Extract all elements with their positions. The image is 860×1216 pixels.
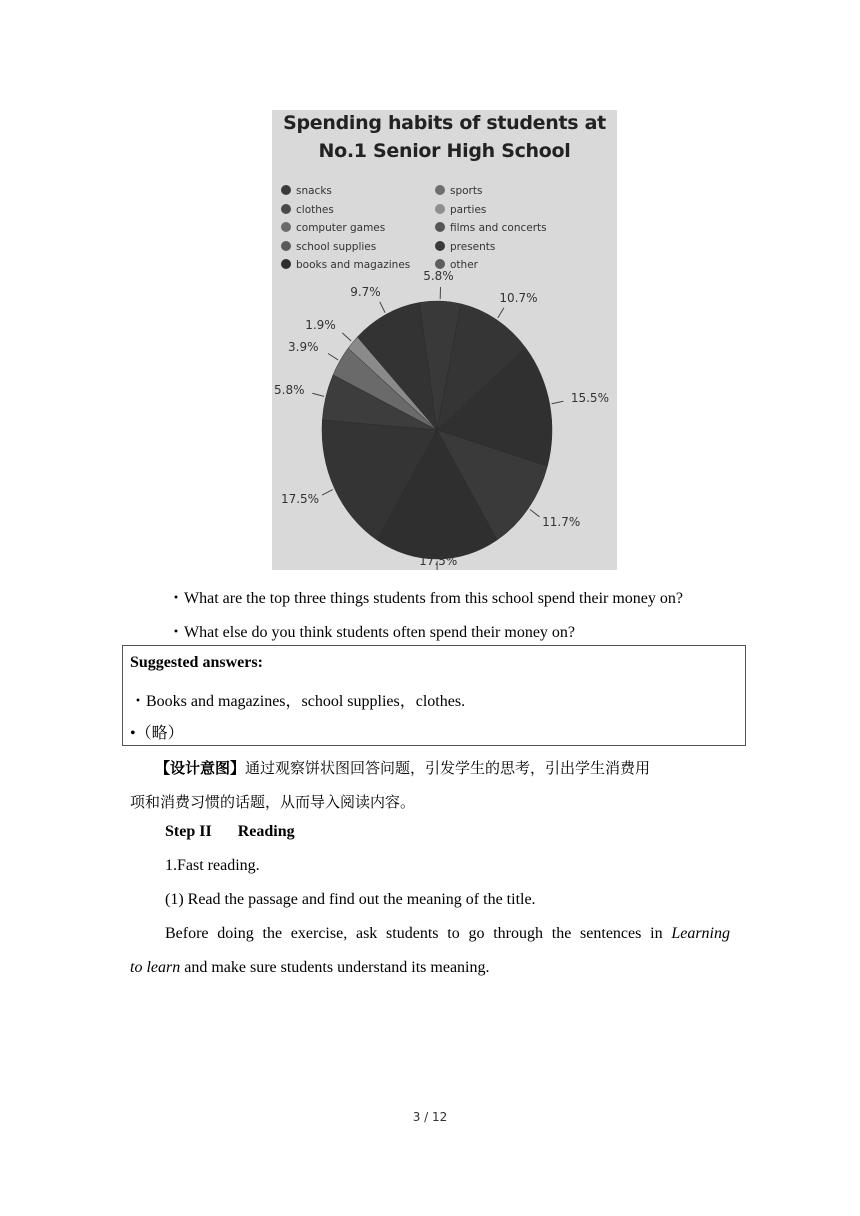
step-label: Step II	[165, 823, 212, 840]
question-2: ・What else do you think students often spend their money on?	[168, 624, 576, 641]
page-number: 3 / 12	[412, 1110, 448, 1124]
legend-label: clothes	[296, 203, 334, 216]
answer-line-1: ・Books and magazines，school supplies，clothes.	[130, 693, 466, 710]
legend-label: computer games	[296, 222, 386, 234]
step-heading	[165, 823, 295, 841]
before-italic2: to learn	[130, 959, 181, 976]
legend-label: books and magazines	[296, 259, 411, 271]
legend-label: presents	[450, 240, 496, 253]
fast-reading: 1.Fast reading.	[165, 857, 260, 874]
legend-label: parties	[450, 203, 487, 216]
slice-label-2: 11.7%	[542, 514, 581, 529]
slice-label-1: 15.5%	[570, 391, 609, 406]
before-part2: and make sure students understand its meaning.	[180, 959, 490, 976]
before-line1	[165, 925, 730, 943]
slice-label-5: 5.8%	[274, 382, 305, 397]
slice-label-6: 3.9%	[288, 340, 319, 355]
step-title: Reading	[237, 823, 295, 840]
design-intent-text1: 通过观察饼状图回答问题，引发学生的思考，引出学生消费用	[245, 759, 651, 777]
slice-leader-7	[342, 333, 351, 341]
legend-label: snacks	[296, 185, 332, 197]
design-intent-line2: 项和消费习惯的话题，从而导入阅读内容。	[130, 793, 416, 811]
slice-leader-5	[312, 393, 324, 396]
before-line2	[130, 959, 489, 977]
pie-chart-figure	[272, 110, 617, 570]
design-intent-label: 【设计意图】	[155, 759, 246, 777]
pie-chart	[272, 110, 617, 570]
suggested-answers-box	[122, 645, 746, 746]
legend-label: sports	[450, 185, 483, 197]
task-1: (1) Read the passage and find out the meaning of the title.	[165, 891, 536, 908]
slice-leader-8	[380, 302, 385, 313]
slice-leader-1	[552, 401, 564, 403]
slice-leader-2	[530, 510, 540, 517]
slice-leader-4	[322, 490, 333, 495]
design-intent-line1	[155, 757, 650, 778]
legend-label: school supplies	[296, 240, 377, 253]
slice-label-4: 17.5%	[280, 491, 320, 506]
before-part1: Before doing the exercise, ask students to go through the sentences in	[165, 925, 672, 942]
legend-label: other	[450, 259, 478, 271]
slice-label-9: 5.8%	[423, 269, 454, 284]
slice-label-8: 9.7%	[350, 284, 381, 299]
answer-line-2: •（略）	[130, 725, 184, 742]
before-italic1: Learning	[671, 925, 730, 942]
slice-label-7: 1.9%	[305, 318, 336, 333]
slice-leader-0	[498, 308, 504, 318]
question-1: ・What are the top three things students from this school spend their money on?	[168, 590, 683, 607]
slice-leader-6	[328, 354, 338, 360]
legend-label: films and concerts	[450, 222, 547, 234]
answers-title: Suggested answers:	[130, 654, 263, 671]
slice-label-3: 17.5%	[419, 554, 458, 568]
chart-title-line1: Spending habits of students at	[283, 112, 606, 134]
slice-label-0: 10.7%	[499, 291, 538, 306]
chart-title-line2: No.1 Senior High School	[318, 140, 571, 162]
